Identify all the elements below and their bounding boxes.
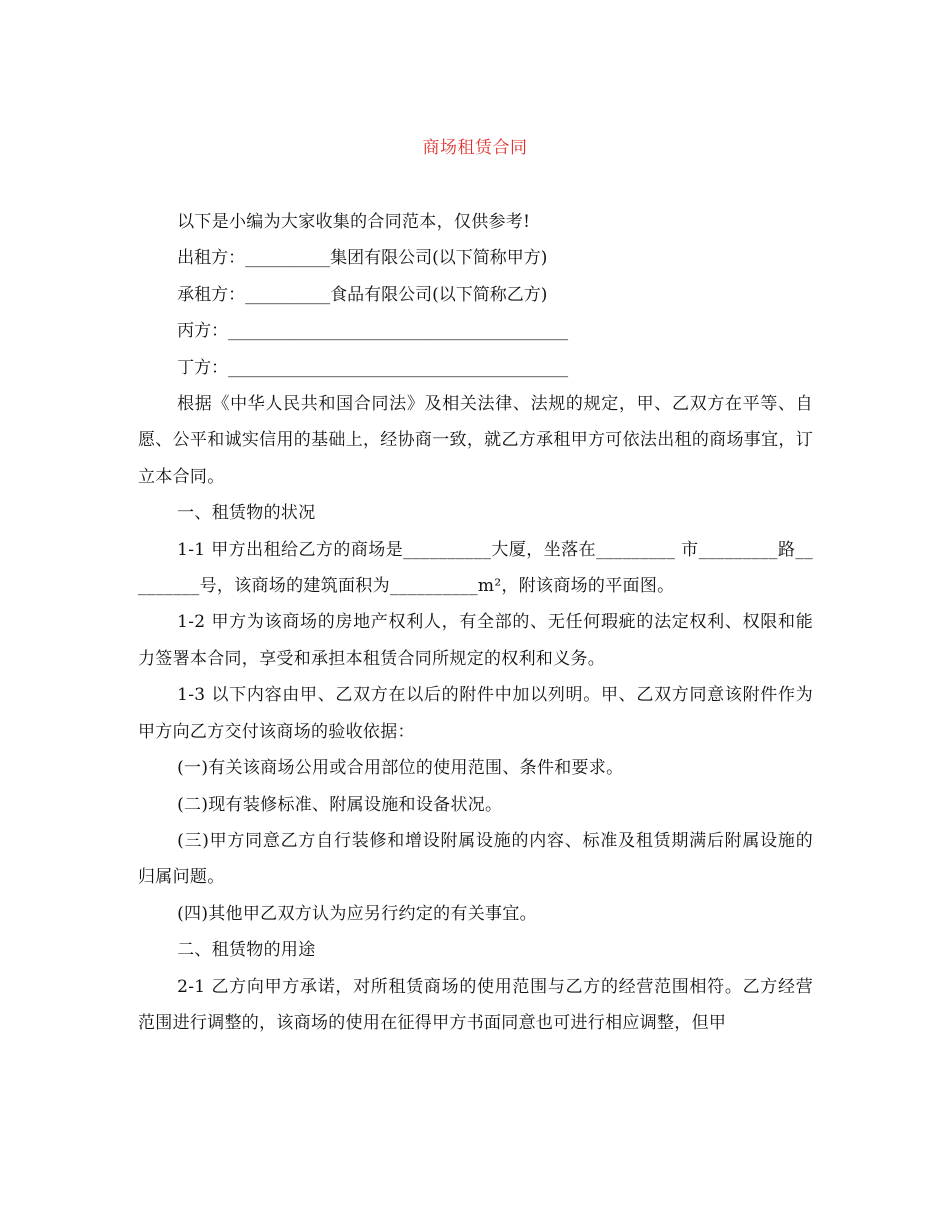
document-body bbox=[138, 204, 813, 1041]
list-item-3: (三)甲方同意乙方自行装修和增设附属设施的内容、标准及租赁期满后附属设施的归属问题。 bbox=[138, 830, 813, 888]
section-heading-1: 一、租赁物的状况 bbox=[177, 503, 316, 524]
paragraph-lessee: 承租方：__________食品有限公司(以下简称乙方) bbox=[177, 284, 548, 305]
paragraph-1-3: 1-3 以下内容由甲、乙双方在以后的附件中加以列明。甲、乙双方同意该附件作为甲方向乙方交付该商场的验收依据： bbox=[138, 685, 813, 742]
section-heading-2: 二、租赁物的用途 bbox=[177, 940, 316, 961]
paragraph-1-2: 1-2 甲方为该商场的房地产权利人，有全部的、无任何瑕疵的法定权利、权限和能力签署本合同，享受和承担本租赁合同所规定的权利和义务。 bbox=[138, 612, 813, 669]
list-item-4: (四)其他甲乙双方认为应另行约定的有关事宜。 bbox=[177, 903, 537, 924]
document-title: 商场租赁合同 bbox=[422, 138, 528, 158]
paragraph-party-d: 丁方：________________________________________ bbox=[177, 357, 569, 378]
paragraph-lessor: 出租方：__________集团有限公司(以下简称甲方) bbox=[177, 248, 548, 269]
paragraph-1-1: 1-1 甲方出租给乙方的商场是__________大厦，坐落在_________ 市_________路_________号，该商场的建筑面积为__________m²，附该商场的平面图。 bbox=[138, 539, 813, 597]
list-item-2: (二)现有装修标准、附属设施和设备状况。 bbox=[177, 794, 503, 815]
paragraph-intro: 以下是小编为大家收集的合同范本，仅供参考! bbox=[177, 212, 531, 232]
paragraph-party-c: 丙方：________________________________________ bbox=[177, 321, 569, 342]
paragraph-2-1: 2-1 乙方向甲方承诺，对所租赁商场的使用范围与乙方的经营范围相符。乙方经营范围进行调整的，该商场的使用在征得甲方书面同意也可进行相应调整，但甲 bbox=[138, 976, 813, 1033]
list-item-1: (一)有关该商场公用或合用部位的使用范围、条件和要求。 bbox=[177, 758, 624, 779]
paragraph-preamble: 根据《中华人民共和国合同法》及相关法律、法规的规定，甲、乙双方在平等、自愿、公平和诚实信用的基础上，经协商一致，就乙方承租甲方可依法出租的商场事宜，订立本合同。 bbox=[138, 394, 813, 487]
